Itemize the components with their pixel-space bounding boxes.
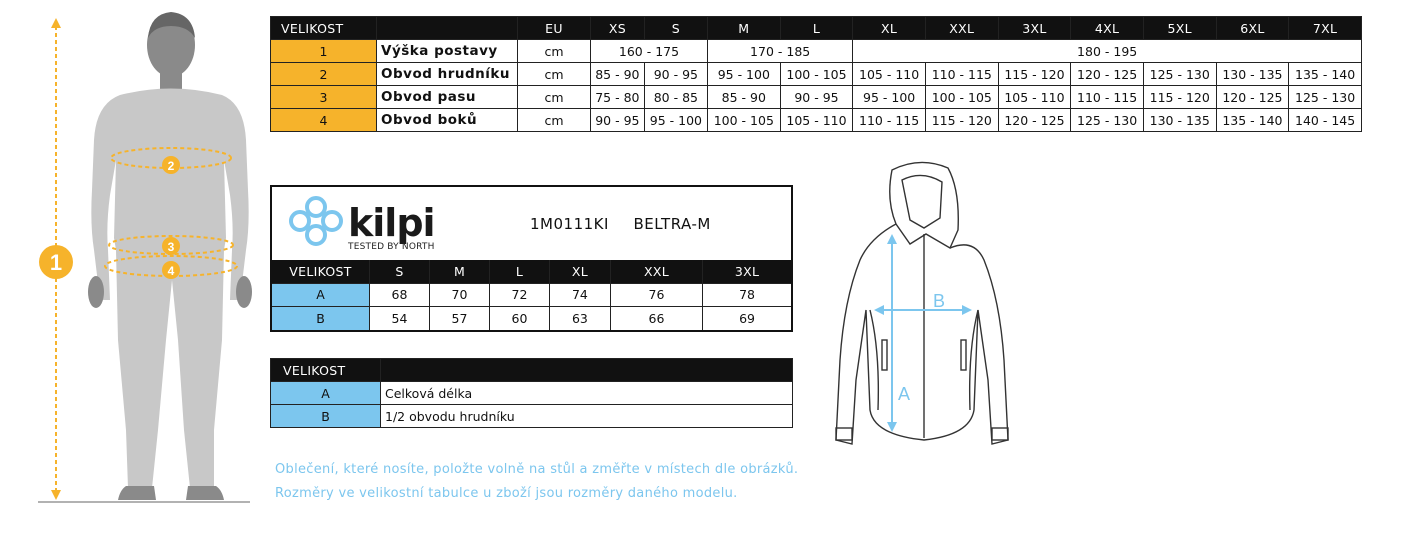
left-seam [870,310,878,410]
header-xs: XS [591,17,645,40]
table-cell: 110 - 115 [853,109,926,132]
table-cell: 115 - 120 [998,63,1071,86]
table-cell: 110 - 115 [1071,86,1144,109]
neck [160,72,182,90]
table-cell: 90 - 95 [780,86,853,109]
brand-tagline: TESTED BY NORTH [348,242,435,252]
left-cuff [836,428,852,440]
table-cell: 120 - 125 [998,109,1071,132]
table-cell: 130 - 135 [1216,63,1289,86]
table-row [272,283,791,307]
height-arrow-bottom [51,490,61,500]
header-xl: XL [853,17,926,40]
header-6xl: 6XL [1216,17,1289,40]
table-cell: 60 [490,307,550,330]
row-label: Obvod hrudníku [377,63,518,86]
measure-a-arrow-top [887,234,897,244]
row-unit: cm [518,86,591,109]
row-number: 1 [271,40,377,63]
right-foot [186,486,224,500]
product-header [272,187,791,260]
product-model: BELTRA-M [633,215,711,233]
table-cell: 105 - 110 [853,63,926,86]
table-row [271,405,793,428]
table-row [272,307,791,330]
product-code-number: 1M0111KI [530,215,609,233]
table-cell: 69 [703,307,791,330]
right-pocket [961,340,966,370]
table-cell: 105 - 110 [998,86,1071,109]
right-cuff [992,428,1008,440]
table-row [271,40,1362,63]
brand-logo: kilpi [348,201,435,245]
header-eu: EU [518,17,591,40]
table-cell: 85 - 90 [707,86,780,109]
height-range-cell: 180 - 195 [853,40,1362,63]
table-cell: 95 - 100 [644,109,707,132]
row-unit: cm [518,40,591,63]
measure-b-arrow-right [962,305,972,315]
table-cell: 135 - 140 [1216,109,1289,132]
legend-label-b: B [271,405,381,428]
table-cell: 95 - 100 [707,63,780,86]
header-xxl: XXL [925,17,998,40]
table-cell: 54 [370,307,430,330]
row-label: Výška postavy [377,40,518,63]
row-number: 2 [271,63,377,86]
legend-table [270,358,793,428]
header-3xl: 3XL [998,17,1071,40]
legend-header-row [271,359,793,382]
row-label-a: A [272,283,370,307]
header-m: M [707,17,780,40]
row-unit: cm [518,63,591,86]
table-cell: 125 - 130 [1071,109,1144,132]
header-l: L [490,260,550,283]
general-size-table [270,16,1362,132]
product-header-row [272,260,791,283]
marker-2: 2 [167,159,175,173]
header-4xl: 4XL [1071,17,1144,40]
header-xl: XL [550,260,611,283]
table-cell: 90 - 95 [644,63,707,86]
measure-a-arrow-bottom [887,422,897,432]
header-5xl: 5XL [1143,17,1216,40]
product-size-table [272,260,791,330]
header-3xl: 3XL [703,260,791,283]
table-cell: 66 [610,307,702,330]
legend-label-a: A [271,382,381,405]
header-s: S [370,260,430,283]
header-empty [377,17,518,40]
row-label-b: B [272,307,370,330]
table-cell: 115 - 120 [925,109,998,132]
table-cell: 120 - 125 [1216,86,1289,109]
left-hand [88,276,104,308]
jacket-drawing [830,160,1020,460]
height-arrow-top [51,18,61,28]
table-row [271,382,793,405]
product-size-box [270,185,793,332]
table-cell: 57 [430,307,490,330]
measure-b-arrow-left [874,305,884,315]
left-pocket [882,340,887,370]
row-label: Obvod pasu [377,86,518,109]
row-number: 4 [271,109,377,132]
note-line-2: Rozměry ve velikostní tabulce u zboží jsou rozměry daného modelu. [275,486,738,501]
table-cell: 95 - 100 [853,86,926,109]
table-cell: 100 - 105 [780,63,853,86]
row-unit: cm [518,109,591,132]
table-cell: 125 - 130 [1143,63,1216,86]
header-l: L [780,17,853,40]
table-cell: 68 [370,283,430,307]
table-cell: 130 - 135 [1143,109,1216,132]
legend-text-b: 1/2 obvodu hrudníku [381,405,793,428]
jacket-svg [830,160,1020,460]
legs [116,250,224,488]
table-cell: 80 - 85 [644,86,707,109]
table-cell: 85 - 90 [591,63,645,86]
right-hand [236,276,252,308]
header-xxl: XXL [610,260,702,283]
kilpi-knot-icon [284,195,348,247]
header-velikost: VELIKOST [272,260,370,283]
table-cell: 100 - 105 [707,109,780,132]
row-number: 3 [271,86,377,109]
height-range-cell: 160 - 175 [591,40,708,63]
marker-1: 1 [49,250,63,275]
table-cell: 125 - 130 [1289,86,1362,109]
header-velikost: VELIKOST [271,17,377,40]
table-cell: 75 - 80 [591,86,645,109]
header-s: S [644,17,707,40]
header-m: M [430,260,490,283]
jacket-body [836,224,1008,444]
body-figure [0,0,265,529]
measure-a-label: A [898,384,911,404]
note-line-1: Oblečení, které nosíte, položte volně na stůl a změřte v místech dle obrázků. [275,462,799,477]
hood-opening [902,175,942,228]
row-label: Obvod boků [377,109,518,132]
body-figure-svg [0,0,265,529]
legend-header-empty [381,359,793,382]
table-cell: 90 - 95 [591,109,645,132]
legend-text-a: Celková délka [381,382,793,405]
table-cell: 115 - 120 [1143,86,1216,109]
table-cell: 72 [490,283,550,307]
general-header-row [271,17,1362,40]
product-code [530,215,711,233]
table-cell: 105 - 110 [780,109,853,132]
legend-header: VELIKOST [271,359,381,382]
table-cell: 140 - 145 [1289,109,1362,132]
table-row [271,109,1362,132]
marker-3: 3 [167,240,175,254]
table-cell: 74 [550,283,611,307]
marker-4: 4 [167,264,175,278]
table-cell: 110 - 115 [925,63,998,86]
table-cell: 70 [430,283,490,307]
table-cell: 100 - 105 [925,86,998,109]
header-7xl: 7XL [1289,17,1362,40]
measure-b-label: B [933,291,946,311]
table-row [271,63,1362,86]
table-cell: 63 [550,307,611,330]
table-cell: 120 - 125 [1071,63,1144,86]
table-row [271,86,1362,109]
table-cell: 78 [703,283,791,307]
left-foot [118,486,156,500]
table-cell: 76 [610,283,702,307]
table-cell: 135 - 140 [1289,63,1362,86]
height-range-cell: 170 - 185 [707,40,852,63]
